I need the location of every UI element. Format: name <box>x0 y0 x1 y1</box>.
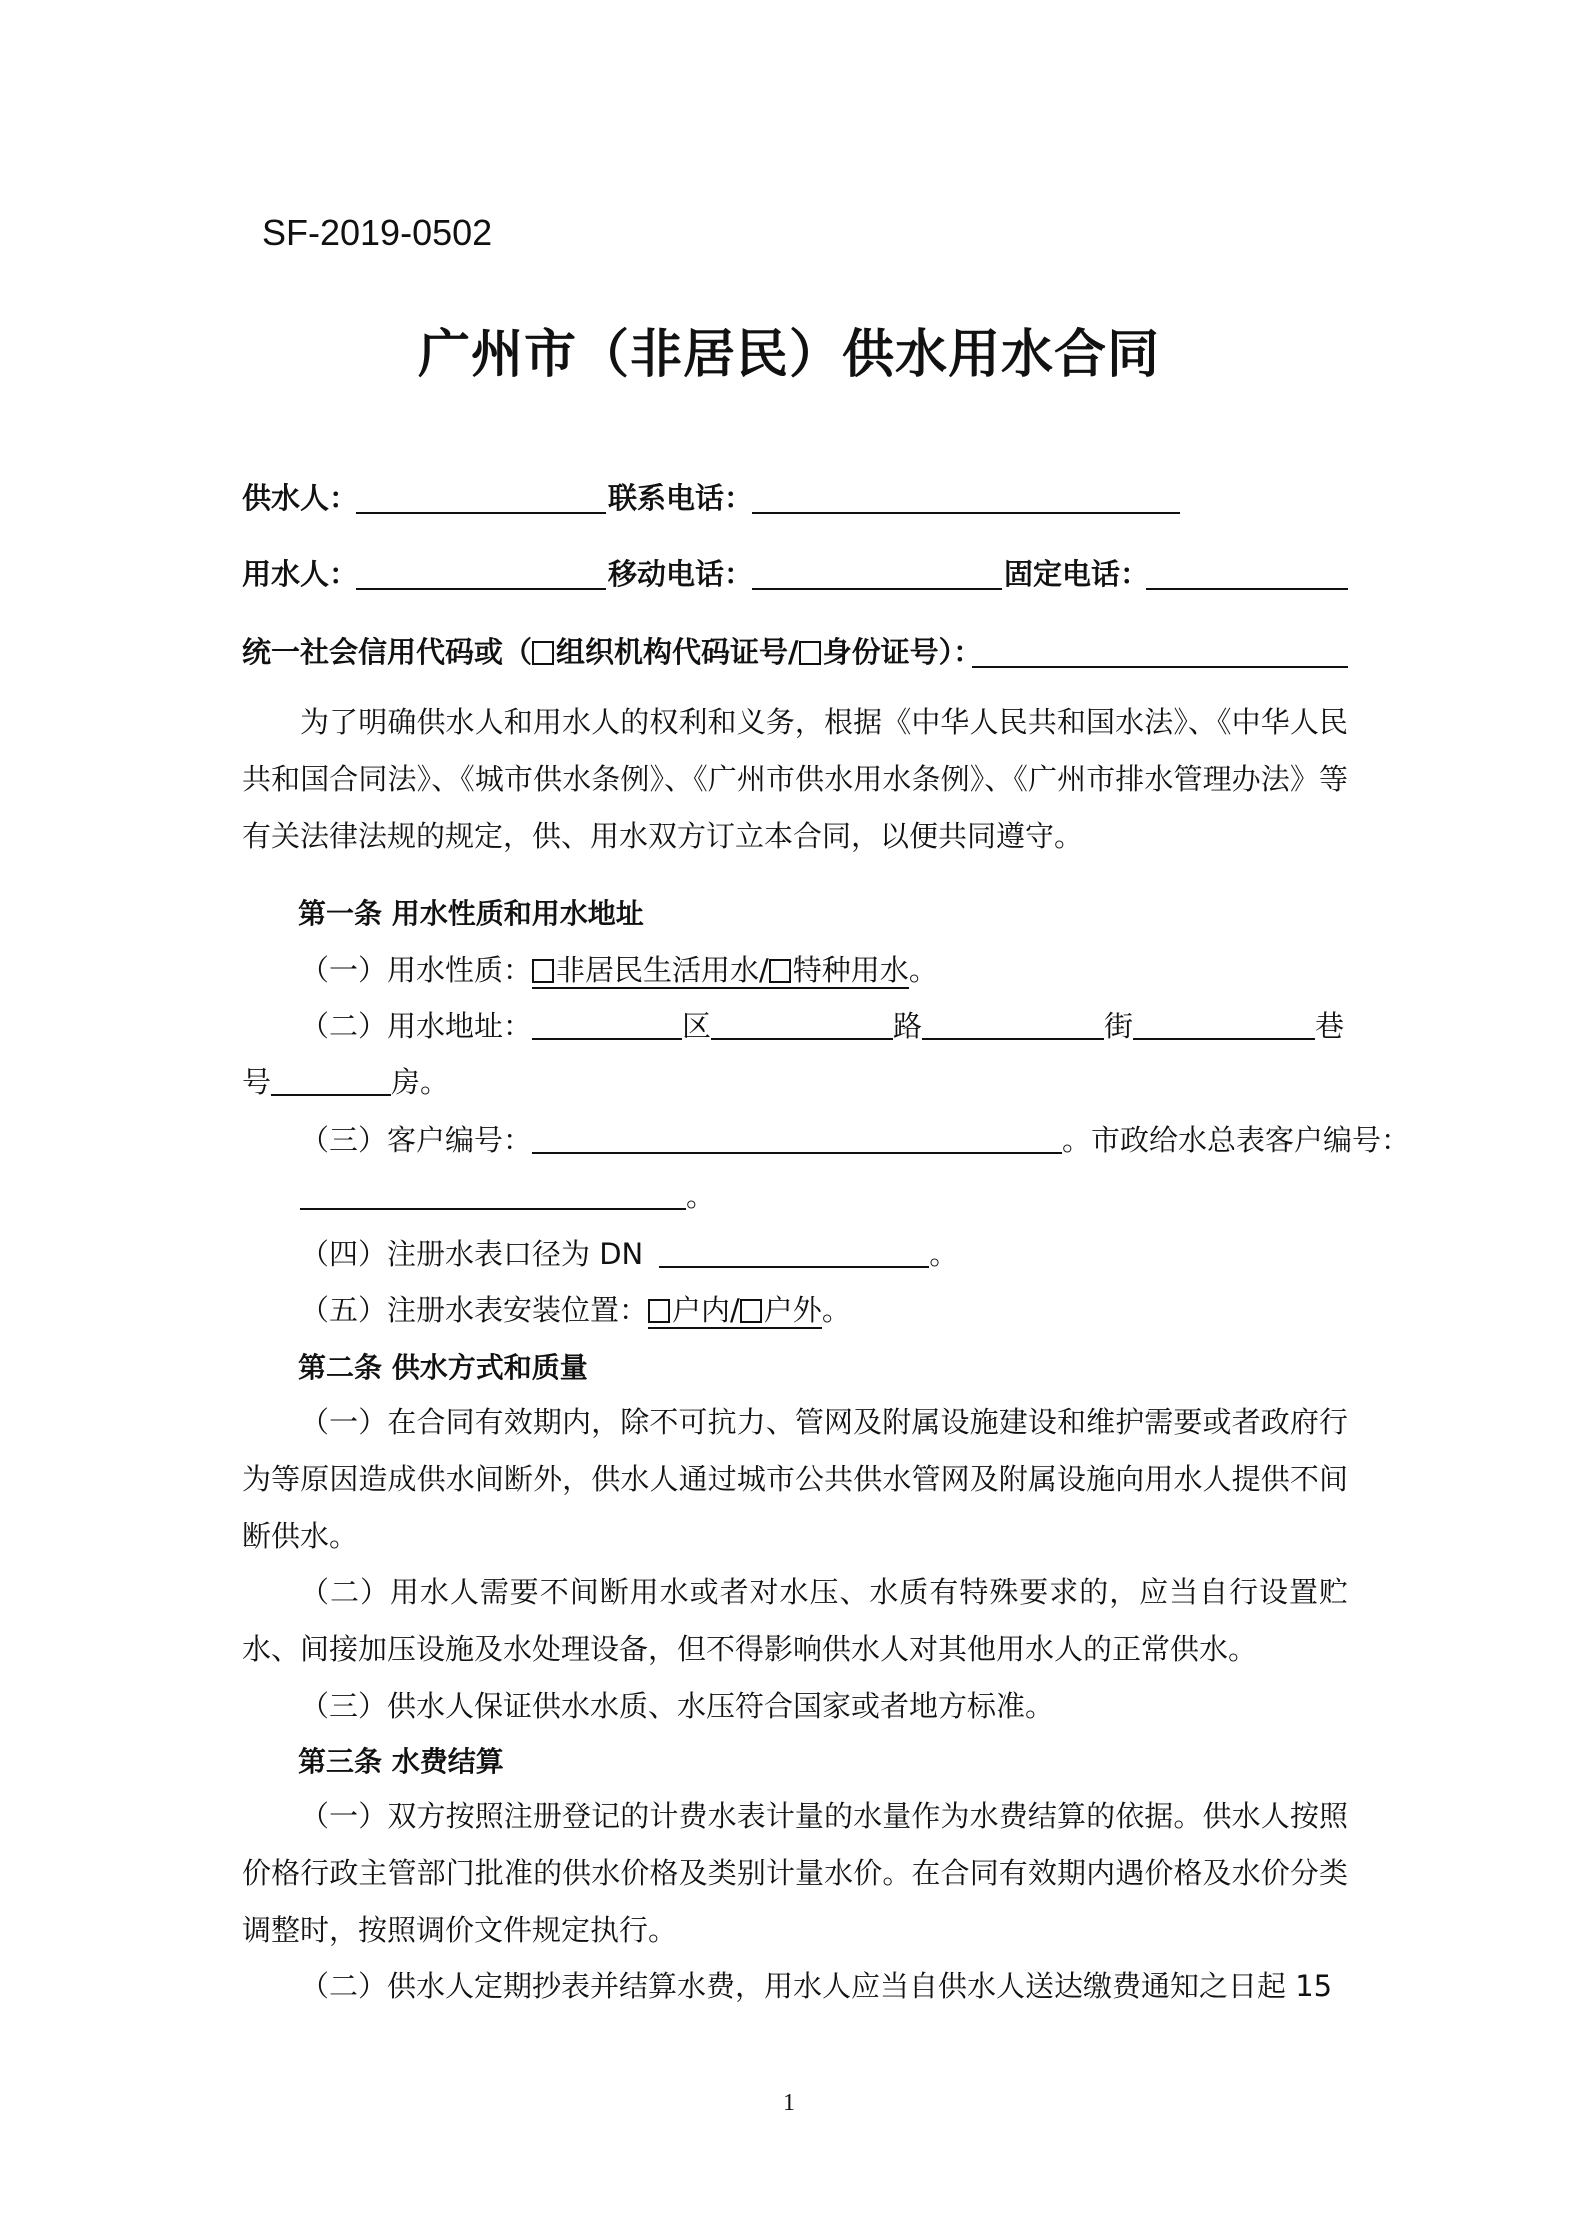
number-field[interactable] <box>271 1066 391 1096</box>
meter-caliber-field[interactable] <box>659 1238 929 1268</box>
district-field[interactable] <box>532 1010 682 1040</box>
special-use-checkbox[interactable] <box>769 959 791 983</box>
period: 。 <box>686 1179 716 1213</box>
page-title: 广州市（非居民）供水用水合同 <box>417 325 1160 385</box>
number-label: 号 <box>242 1065 272 1099</box>
meter-caliber-label: （四）注册水表口径为 DN <box>300 1237 644 1271</box>
period: 。 <box>908 953 938 987</box>
mobile-label: 移动电话： <box>608 557 754 591</box>
article-2-para-1: （一）在合同有效期内，除不可抗力、管网及附属设施建设和维护需要或者政府行为等原因造成供水间断外，供水人通过城市公共供水管网及附属设施向用水人提供不间断供水。 <box>242 1405 1348 1553</box>
water-address-label: （二）用水地址： <box>300 1009 533 1043</box>
article-3-para-2: （二）供水人定期抄表并结算水费，用水人应当自供水人送达缴费通知之日起 15 <box>300 1969 1333 2003</box>
outdoor-option: 户外 <box>763 1293 822 1327</box>
street-field[interactable] <box>922 1010 1104 1040</box>
lane-label: 巷 <box>1315 1009 1345 1043</box>
mobile-field[interactable] <box>752 588 1002 590</box>
article-3-heading: 第三条 水费结算 <box>298 1745 504 1778</box>
water-use-type <box>300 948 938 989</box>
lane-field[interactable] <box>1133 1010 1315 1040</box>
credit-prefix: 统一社会信用代码或（ <box>242 635 533 669</box>
room-label: 房。 <box>391 1065 450 1099</box>
street-label: 街 <box>1104 1009 1134 1043</box>
article-3-para-1: （一）双方按照注册登记的计费水表计量的水量作为水费结算的依据。供水人按照价格行政主管部门批准的供水价格及类别计量水价。在合同有效期内遇价格及水价分类调整时，按照调价文件规定执行。 <box>242 1799 1348 1947</box>
landline-field[interactable] <box>1146 588 1348 590</box>
credit-org-label: 组织机构代码证号/ <box>556 635 799 669</box>
user-label: 用水人： <box>242 557 359 591</box>
article-2-para-3: （三）供水人保证供水水质、水压符合国家或者地方标准。 <box>300 1689 1055 1723</box>
period: 。 <box>929 1237 959 1271</box>
supplier-field[interactable] <box>356 512 606 514</box>
master-meter-field[interactable] <box>300 1180 686 1210</box>
supplier-label: 供水人： <box>242 481 359 515</box>
phone-label: 联系电话： <box>608 481 754 515</box>
non-residential-checkbox[interactable] <box>532 959 554 983</box>
period: 。 <box>821 1293 851 1327</box>
road-field[interactable] <box>711 1010 893 1040</box>
meter-caliber <box>300 1232 958 1273</box>
master-meter-label: 。市政给水总表客户编号： <box>1062 1123 1411 1157</box>
customer-number-label: （三）客户编号： <box>300 1123 533 1157</box>
intro-paragraph: 为了明确供水人和用水人的权利和义务，根据《中华人民共和国水法》、《中华人民共和国合同法》、《城市供水条例》、《广州市供水用水条例》、《广州市排水管理办法》等有关法律法规的规定，供、用水双方订立本合同，以便共同遵守。 <box>242 705 1348 853</box>
credit-code-label <box>242 630 982 671</box>
article-1-heading: 第一条 用水性质和用水地址 <box>298 897 644 930</box>
non-residential-option: 非居民生活用水/ <box>556 953 769 987</box>
meter-location <box>300 1288 851 1329</box>
org-code-checkbox[interactable] <box>532 641 554 665</box>
water-address <box>300 1004 1344 1045</box>
district-label: 区 <box>682 1009 712 1043</box>
landline-label: 固定电话： <box>1004 557 1150 591</box>
id-card-checkbox[interactable] <box>799 641 821 665</box>
phone-field[interactable] <box>752 512 1180 514</box>
meter-location-label: （五）注册水表安装位置： <box>300 1293 649 1327</box>
credit-code-field[interactable] <box>972 666 1348 668</box>
article-2-heading: 第二条 供水方式和质量 <box>298 1351 588 1384</box>
article-2-para-2: （二）用水人需要不间断用水或者对水压、水质有特殊要求的，应当自行设置贮水、间接加压设施及水处理设备，但不得影响供水人对其他用水人的正常供水。 <box>242 1575 1348 1666</box>
customer-number-field[interactable] <box>532 1124 1062 1154</box>
water-address-cont <box>242 1060 449 1101</box>
page-number: 1 <box>783 2090 795 2116</box>
outdoor-checkbox[interactable] <box>740 1299 762 1323</box>
customer-number <box>300 1118 1410 1159</box>
water-use-type-label: （一）用水性质： <box>300 953 533 987</box>
indoor-option: 户内/ <box>672 1293 740 1327</box>
master-meter-number <box>242 1174 715 1215</box>
special-use-option: 特种用水 <box>792 953 909 987</box>
credit-id-label: 身份证号）： <box>822 635 983 669</box>
road-label: 路 <box>893 1009 923 1043</box>
user-field[interactable] <box>356 588 606 590</box>
document-code: SF-2019-0502 <box>262 212 493 253</box>
indoor-checkbox[interactable] <box>648 1299 670 1323</box>
